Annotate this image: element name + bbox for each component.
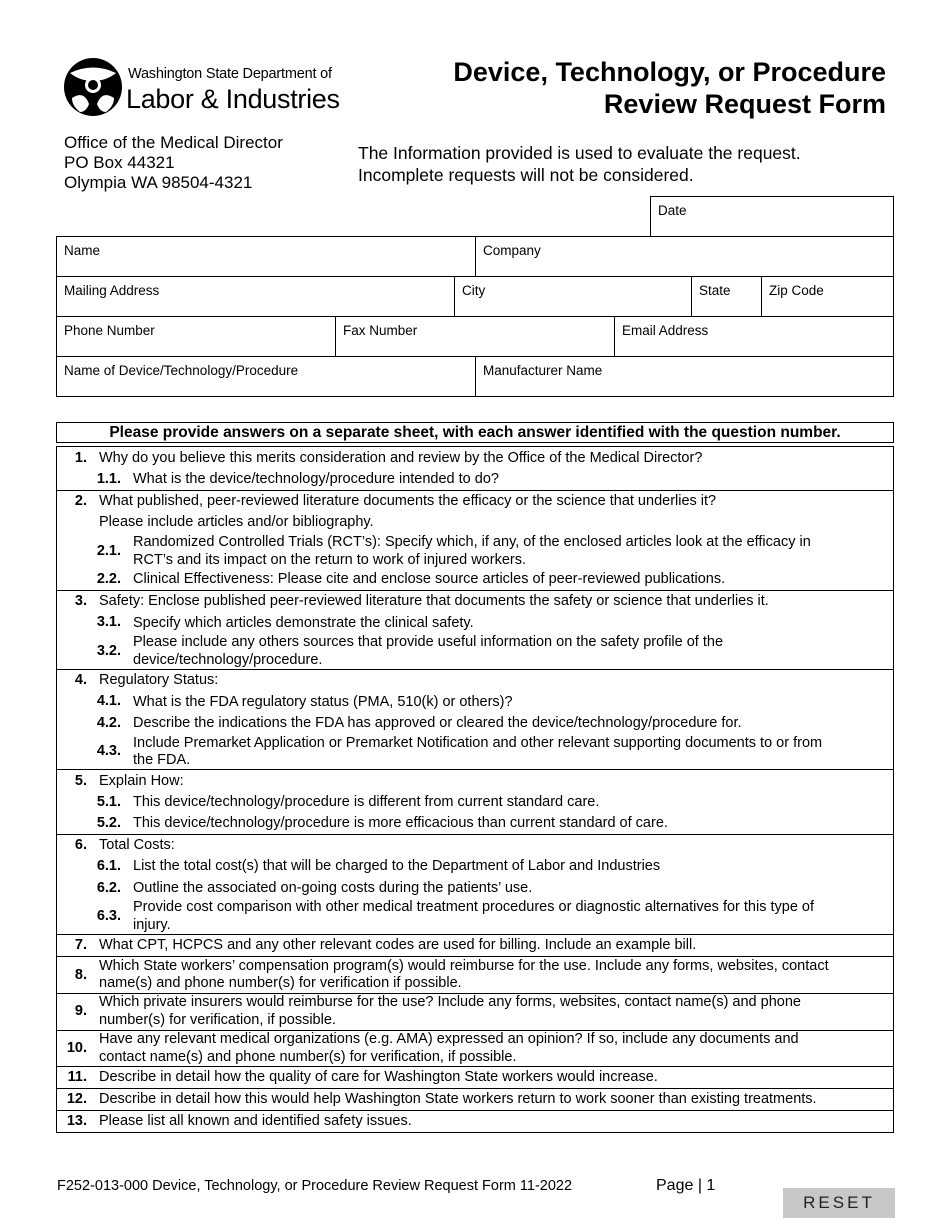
title-line-1: Device, Technology, or Procedure (453, 57, 886, 87)
question-number: 13. (66, 1113, 87, 1129)
subquestion-number: 1.1. (96, 471, 121, 487)
question-13 (56, 1110, 894, 1133)
question-text: Have any relevant medical organizations (e.g. AMA) expressed an opinion? If so, include any documents and (99, 1031, 799, 1047)
city-label: City (462, 283, 486, 298)
name-label: Name (64, 243, 101, 258)
date-input[interactable] (657, 217, 887, 233)
subquestion-text: Specify which articles demonstrate the clinical safety. (133, 615, 474, 631)
subquestion-text: Outline the associated on-going costs during the patients’ use. (133, 880, 533, 896)
form-title (453, 56, 886, 120)
question-text: Total Costs: (99, 837, 175, 853)
fax-field[interactable] (335, 316, 615, 357)
notice-line-2: Incomplete requests will not be considered. (358, 165, 694, 185)
question-number: 7. (74, 937, 87, 953)
subquestion-number: 3.1. (96, 614, 121, 630)
mailing-address-label: Mailing Address (64, 283, 160, 298)
question-6 (56, 834, 894, 935)
subquestion-text-cont: RCT’s and its impact on the return to work of injured workers. (133, 552, 527, 568)
device-name-field[interactable] (56, 356, 476, 397)
form-notice (358, 142, 801, 186)
state-field[interactable] (691, 276, 762, 317)
city-field[interactable] (454, 276, 692, 317)
address-line-3: Olympia WA 98504-4321 (64, 173, 253, 192)
manufacturer-input[interactable] (482, 377, 887, 393)
subquestion-number: 4.2. (96, 715, 121, 731)
zip-field[interactable] (761, 276, 894, 317)
subquestion-number: 5.2. (96, 815, 121, 831)
company-field[interactable] (475, 236, 894, 277)
question-note: Please include articles and/or bibliography. (99, 514, 374, 530)
question-number: 3. (74, 593, 87, 609)
date-label: Date (658, 203, 687, 218)
question-text-cont: number(s) for verification, if possible. (99, 1012, 336, 1028)
question-text-cont: contact name(s) and phone number(s) for verification, if possible. (99, 1049, 517, 1065)
mailing-address-field[interactable] (56, 276, 455, 317)
question-number: 5. (74, 773, 87, 789)
phone-field[interactable] (56, 316, 336, 357)
manufacturer-field[interactable] (475, 356, 894, 397)
agency-logo (62, 54, 340, 118)
question-text: Why do you believe this merits consideration and review by the Office of the Medical Director? (99, 450, 703, 466)
question-12 (56, 1088, 894, 1111)
company-label: Company (483, 243, 541, 258)
address-line-2: PO Box 44321 (64, 153, 175, 172)
subquestion-number: 2.2. (96, 571, 121, 587)
subquestion-number: 4.3. (96, 743, 121, 759)
fax-label: Fax Number (343, 323, 418, 338)
question-text: Which private insurers would reimburse for the use? Include any forms, websites, contact name(s) and phone (99, 994, 801, 1010)
question-text: Describe in detail how this would help Washington State workers return to work sooner than existing treatments. (99, 1091, 817, 1107)
subquestion-number: 4.1. (96, 693, 121, 709)
question-text: Regulatory Status: (99, 672, 219, 688)
address-line-1: Office of the Medical Director (64, 133, 283, 152)
date-field[interactable] (650, 196, 894, 237)
phone-label: Phone Number (64, 323, 155, 338)
office-address (64, 133, 283, 193)
manufacturer-label: Manufacturer Name (483, 363, 603, 378)
question-text-cont: name(s) and phone number(s) for verification if possible. (99, 975, 462, 991)
subquestion-text: This device/technology/procedure is different from current standard care. (133, 794, 600, 810)
question-2 (56, 490, 894, 591)
question-number: 4. (74, 672, 87, 688)
subquestion-number: 6.2. (96, 880, 121, 896)
notice-line-1: The Information provided is used to evaluate the request. (358, 143, 801, 163)
question-7 (56, 934, 894, 957)
instructions-banner: Please provide answers on a separate sheet, with each answer identified with the question number. (56, 422, 894, 443)
subquestion-text: Please include any others sources that provide useful information on the safety profile of the (133, 634, 724, 650)
question-number: 9. (74, 1003, 87, 1019)
subquestion-text: List the total cost(s) that will be charged to the Department of Labor and Industries (133, 858, 661, 874)
question-number: 10. (66, 1040, 87, 1056)
subquestion-text-cont: the FDA. (133, 752, 191, 768)
question-4 (56, 669, 894, 770)
subquestion-text: What is the FDA regulatory status (PMA, 510(k) or others)? (133, 694, 513, 710)
question-number: 6. (74, 837, 87, 853)
page-number: Page | 1 (656, 1177, 716, 1194)
subquestion-text: This device/technology/procedure is more efficacious than current standard of care. (133, 815, 668, 831)
subquestion-text: What is the device/technology/procedure intended to do? (133, 471, 499, 487)
subquestion-text-cont: injury. (133, 917, 171, 933)
device-name-input[interactable] (63, 377, 469, 393)
question-text: Describe in detail how the quality of care for Washington State workers would increase. (99, 1069, 658, 1085)
question-8 (56, 956, 894, 994)
question-text: Please list all known and identified safety issues. (99, 1113, 412, 1129)
zip-input[interactable] (768, 297, 887, 313)
question-text: Safety: Enclose published peer-reviewed literature that documents the safety or science that underlies it. (99, 593, 769, 609)
logo-dept-name: Labor & Industries (126, 84, 340, 114)
question-11 (56, 1066, 894, 1089)
state-label: State (699, 283, 731, 298)
subquestion-number: 5.1. (96, 794, 121, 810)
mailing-address-input[interactable] (63, 297, 448, 313)
question-3 (56, 590, 894, 670)
subquestion-number: 6.1. (96, 858, 121, 874)
phone-input[interactable] (63, 337, 329, 353)
form-id-footer: F252-013-000 Device, Technology, or Procedure Review Request Form 11-2022 (57, 1178, 573, 1194)
question-5 (56, 769, 894, 835)
email-input[interactable] (621, 337, 887, 353)
question-number: 12. (66, 1091, 87, 1107)
company-input[interactable] (482, 257, 887, 273)
subquestion-number: 2.1. (96, 543, 121, 559)
reset-button[interactable]: RESET (783, 1188, 895, 1218)
subquestion-number: 3.2. (96, 643, 121, 659)
subquestion-text: Include Premarket Application or Premarket Notification and other relevant supporting documents to or from (133, 735, 823, 751)
subquestion-text: Clinical Effectiveness: Please cite and enclose source articles of peer-reviewed publications. (133, 571, 726, 587)
logo-agency-line: Washington State Department of (128, 66, 332, 82)
fax-input[interactable] (342, 337, 608, 353)
name-field[interactable] (56, 236, 476, 277)
question-text: Explain How: (99, 773, 184, 789)
zip-label: Zip Code (769, 283, 824, 298)
question-text: What published, peer-reviewed literature documents the efficacy or the science that underlies it? (99, 493, 717, 509)
subquestion-text: Randomized Controlled Trials (RCT’s): Specify which, if any, of the enclosed articles look at the efficacy in (133, 534, 811, 550)
question-number: 11. (67, 1069, 87, 1085)
question-9 (56, 993, 894, 1031)
email-label: Email Address (622, 323, 709, 338)
question-text: What CPT, HCPCS and any other relevant codes are used for billing. Include an example bill. (99, 937, 697, 953)
device-name-label: Name of Device/Technology/Procedure (64, 363, 299, 378)
state-input[interactable] (698, 297, 755, 313)
subquestion-text: Describe the indications the FDA has approved or cleared the device/technology/procedure for. (133, 715, 742, 731)
city-input[interactable] (461, 297, 685, 313)
question-number: 2. (74, 493, 87, 509)
question-number: 8. (74, 967, 87, 983)
question-number: 1. (74, 450, 87, 466)
subquestion-number: 6.3. (96, 908, 121, 924)
subquestion-text-cont: device/technology/procedure. (133, 652, 323, 668)
question-text: Which State workers’ compensation program(s) would reimburse for the use. Include any forms, websites, contact (99, 958, 829, 974)
email-field[interactable] (614, 316, 894, 357)
lni-logo-icon (62, 54, 124, 118)
question-1 (56, 446, 894, 491)
question-10 (56, 1030, 894, 1067)
title-line-2: Review Request Form (603, 89, 886, 119)
name-input[interactable] (63, 257, 469, 273)
subquestion-text: Provide cost comparison with other medical treatment procedures or diagnostic alternatives for this type of (133, 899, 815, 915)
